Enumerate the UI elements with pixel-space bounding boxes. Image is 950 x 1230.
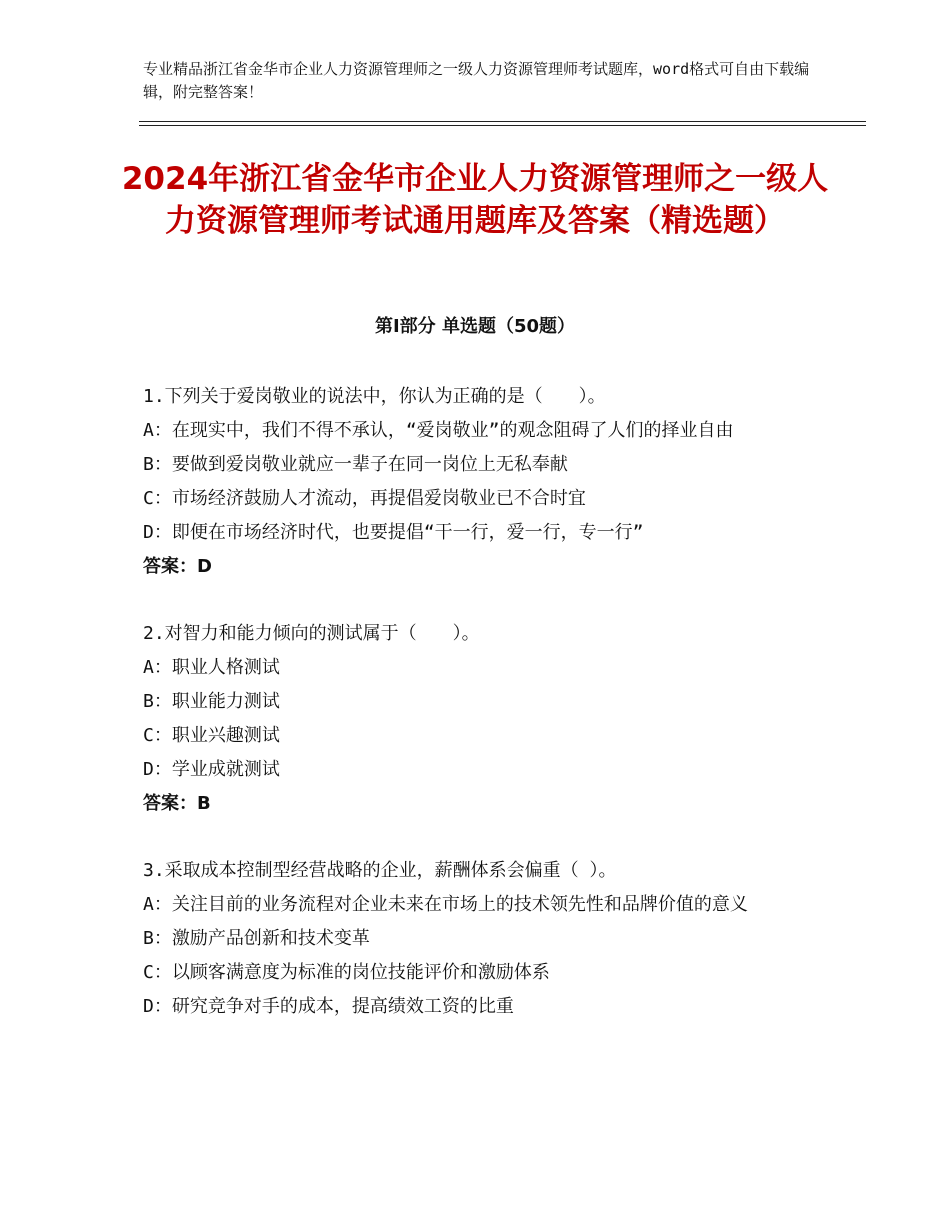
option-d: D：学业成就测试 [143, 759, 280, 780]
header-note: 专业精品浙江省金华市企业人力资源管理师之一级人力资源管理师考试题库，word格式可自由下载编辑，附完整答案！ [143, 60, 810, 101]
answer: 答案：B [143, 793, 211, 814]
option-b: B：要做到爱岗敬业就应一辈子在同一岗位上无私奉献 [143, 454, 568, 475]
document-title: 2024年浙江省金华市企业人力资源管理师之一级人力资源管理师考试通用题库及答案（精选题） [121, 161, 829, 239]
option-a: A：关注目前的业务流程对企业未来在市场上的技术领先性和品牌价值的意义 [143, 894, 748, 915]
option-a: A：在现实中，我们不得不承认，“爱岗敬业”的观念阻碍了人们的择业自由 [143, 420, 734, 441]
option-c: C：市场经济鼓励人才流动，再提倡爱岗敬业已不合时宜 [143, 488, 586, 509]
question-stem: 2.对智力和能力倾向的测试属于（ ）。 [143, 623, 480, 644]
question-stem: 1.下列关于爱岗敬业的说法中，你认为正确的是（ ）。 [143, 386, 606, 407]
header-divider [139, 121, 866, 126]
question-1 [143, 380, 823, 584]
question-stem: 3.采取成本控制型经营战略的企业，薪酬体系会偏重（ ）。 [143, 860, 617, 881]
option-d: D：即便在市场经济时代，也要提倡“干一行，爱一行，专一行” [143, 522, 644, 543]
question-list [143, 380, 823, 1057]
question-2 [143, 617, 823, 821]
option-d: D：研究竞争对手的成本，提高绩效工资的比重 [143, 996, 514, 1017]
section-title: 第Ⅰ部分 单选题（50题） [374, 316, 575, 337]
question-3 [143, 854, 823, 1024]
option-a: A：职业人格测试 [143, 657, 280, 678]
option-c: C：职业兴趣测试 [143, 725, 280, 746]
option-b: B：职业能力测试 [143, 691, 280, 712]
answer: 答案：D [143, 556, 212, 577]
option-b: B：激励产品创新和技术变革 [143, 928, 370, 949]
option-c: C：以顾客满意度为标准的岗位技能评价和激励体系 [143, 962, 550, 983]
